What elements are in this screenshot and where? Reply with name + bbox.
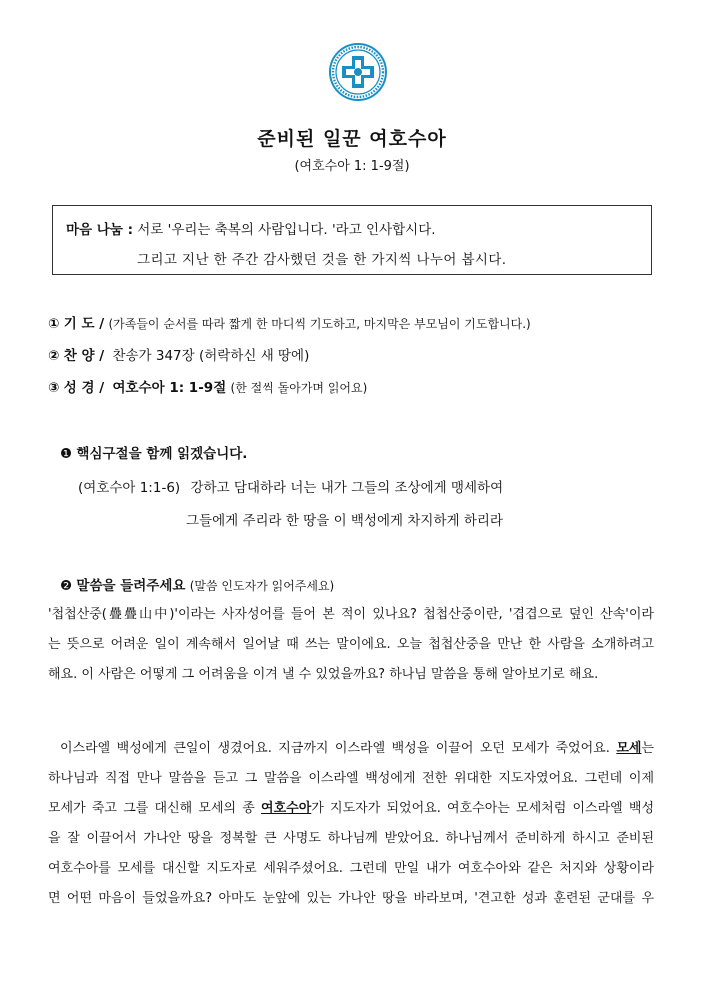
scripture-reference: (여호수아 1: 1-9절) xyxy=(294,159,410,174)
order-num: ① xyxy=(48,316,60,332)
key-verse-ref: (여호수아 1:1-6) xyxy=(78,480,181,496)
section-title: 말씀을 들려주세요 xyxy=(76,578,186,594)
heart-share-line-1 xyxy=(66,218,436,238)
paragraph-line: 을 잘 이끌어서 가나안 땅을 정복할 큰 사명도 하나님께 받았어요. 하나님께서 준비하게 하시고 준비된 xyxy=(48,831,654,846)
heart-share-text-1: 서로 '우리는 축복의 사람입니다. '라고 인사합시다. xyxy=(132,222,436,238)
paragraph-line: 면 어떤 마음이 들었을까요? 아마도 눈앞에 있는 가나안 땅을 바라보며, '견고한 성과 훈련된 군대를 우 xyxy=(48,891,654,906)
order-text: 찬송가 347장 (허락하신 새 땅에) xyxy=(112,348,310,364)
heart-share-label: 마음 나눔 : xyxy=(66,222,133,238)
text-run: 가 지도자가 되었어요. 여호수아는 모세처럼 이스라엘 백성 xyxy=(311,801,654,816)
highlight-joshua: 여호수아 xyxy=(261,801,312,816)
paragraph-line xyxy=(48,794,654,824)
order-scripture xyxy=(48,376,367,396)
order-num: ③ xyxy=(48,380,60,396)
order-text: 여호수아 1: 1-9절 xyxy=(112,380,227,396)
section-note: (말씀 인도자가 읽어주세요) xyxy=(189,579,335,593)
heart-share-line-2: 그리고 지난 한 주간 감사했던 것을 한 가지씩 나누어 봅시다. xyxy=(137,252,507,268)
order-hymn xyxy=(48,344,309,364)
paragraph-line: 해요. 이 사람은 어떻게 그 어려움을 이겨 낼 수 있었을까요? 하나님 말씀을 통해 알아보기로 해요. xyxy=(48,667,599,682)
page-title: 준비된 일꾼 여호수아 xyxy=(257,128,447,150)
text-run: 이스라엘 백성에게 큰일이 생겼어요. 지금까지 이스라엘 백성을 이끌어 오던 모세가 죽었어요. xyxy=(60,741,617,756)
section-marker: ❷ xyxy=(60,578,73,594)
section-title: 핵심구절을 함께 읽겠습니다. xyxy=(76,446,248,462)
church-logo xyxy=(328,42,388,102)
order-label: 기 도 / xyxy=(63,316,105,332)
key-verse-line-2: 그들에게 주리라 한 땅을 이 백성에게 차지하게 하리라 xyxy=(186,513,503,529)
text-run: 모세가 죽고 그를 대신해 모세의 종 xyxy=(48,801,262,816)
order-num: ② xyxy=(48,348,60,364)
section-message-heading xyxy=(60,574,334,594)
message-paragraph-1 xyxy=(48,600,654,690)
key-verse-text-1: 강하고 담대하라 너는 내가 그들의 조상에게 맹세하여 xyxy=(190,480,504,496)
order-label: 찬 양 / xyxy=(63,348,105,364)
text-run: 는 xyxy=(641,741,654,756)
paragraph-line: 여호수아를 모세를 대신할 지도자로 세워주셨어요. 그런데 만일 내가 여호수아와 같은 처지와 상황이라 xyxy=(48,861,654,876)
paragraph-line: 하나님과 직접 만나 말씀을 듣고 그 말씀을 이스라엘 백성에게 전한 위대한 지도자였어요. 그런데 이제 xyxy=(48,771,654,786)
paragraph-line: '첩첩산중(疊疊山中)'이라는 사자성어를 들어 본 적이 있나요? 첩첩산중이란, '겹겹으로 덮인 산속'이라 xyxy=(48,607,654,622)
section-key-verse-heading xyxy=(60,442,247,462)
message-paragraph-2 xyxy=(48,734,654,914)
heart-share-box xyxy=(52,205,652,275)
order-note: (한 절씩 돌아가며 읽어요) xyxy=(230,381,368,395)
paragraph-line xyxy=(48,734,654,764)
order-prayer xyxy=(48,312,531,332)
key-verse-line-1 xyxy=(78,476,503,496)
paragraph-line: 는 뜻으로 어려운 일이 계속해서 일어날 때 쓰는 말이에요. 오늘 첩첩산중을 만난 한 사람을 소개하려고 xyxy=(48,637,654,652)
order-text: (가족들이 순서를 따라 짧게 한 마디씩 기도하고, 마지막은 부모님이 기도합니다.) xyxy=(108,317,531,331)
order-label: 성 경 / xyxy=(63,380,105,396)
highlight-moses: 모세 xyxy=(616,741,642,756)
section-marker: ❶ xyxy=(60,446,73,462)
